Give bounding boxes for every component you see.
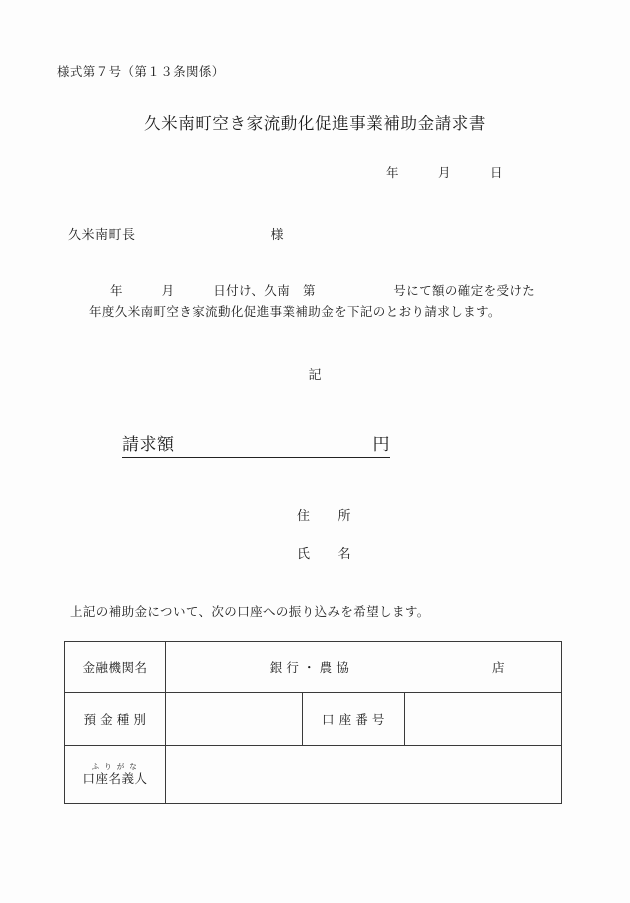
date-field[interactable]: 年 月 日 <box>385 166 503 180</box>
furigana-wrap <box>65 763 165 787</box>
cell-financial-institution-input[interactable] <box>166 642 562 693</box>
cell-financial-institution-label: 金融機関名 <box>65 642 166 693</box>
bank-kinds-wrap <box>166 642 561 692</box>
cell-account-number-label: 口 座 番 号 <box>303 693 405 746</box>
page-title: 久米南町空き家流動化促進事業補助金請求書 <box>144 114 486 133</box>
claim-amount-row[interactable] <box>122 430 390 458</box>
table-row <box>65 642 562 693</box>
table-row <box>65 693 562 746</box>
claim-amount-unit: 円 <box>372 435 390 454</box>
body-text-line-2: 年度久米南町空き家流動化促進事業補助金を下記のとおり請求します。 <box>89 305 501 319</box>
bank-account-table <box>64 641 562 804</box>
address-label: 住 所 <box>297 508 352 523</box>
table-row <box>65 746 562 804</box>
cell-deposit-type-label: 預 金 種 別 <box>65 693 166 746</box>
cell-account-holder-label <box>65 746 166 804</box>
name-label: 氏 名 <box>297 546 352 561</box>
addressee-line: 久米南町長 様 <box>68 227 285 242</box>
cell-account-number-input[interactable] <box>405 693 562 746</box>
bank-kinds-text: 銀 行 ・ 農 協 <box>269 661 350 675</box>
cell-account-holder-input[interactable] <box>166 746 562 804</box>
body-text-line-1: 年 月 日付け、久南 第 号にて額の確定を受けた <box>110 284 536 298</box>
cell-deposit-type-input[interactable] <box>166 693 303 746</box>
bank-transfer-note: 上記の補助金について、次の口座への振り込みを希望します。 <box>70 605 430 619</box>
branch-suffix-text: 店 <box>492 661 506 675</box>
ki-marker: 記 <box>308 367 322 382</box>
account-holder-label-text: 口座名義人 <box>82 772 148 787</box>
furigana-text: ふ り が な <box>91 761 139 771</box>
claim-amount-label: 請求額 <box>122 435 175 454</box>
form-number: 様式第７号（第１３条関係） <box>57 65 225 79</box>
